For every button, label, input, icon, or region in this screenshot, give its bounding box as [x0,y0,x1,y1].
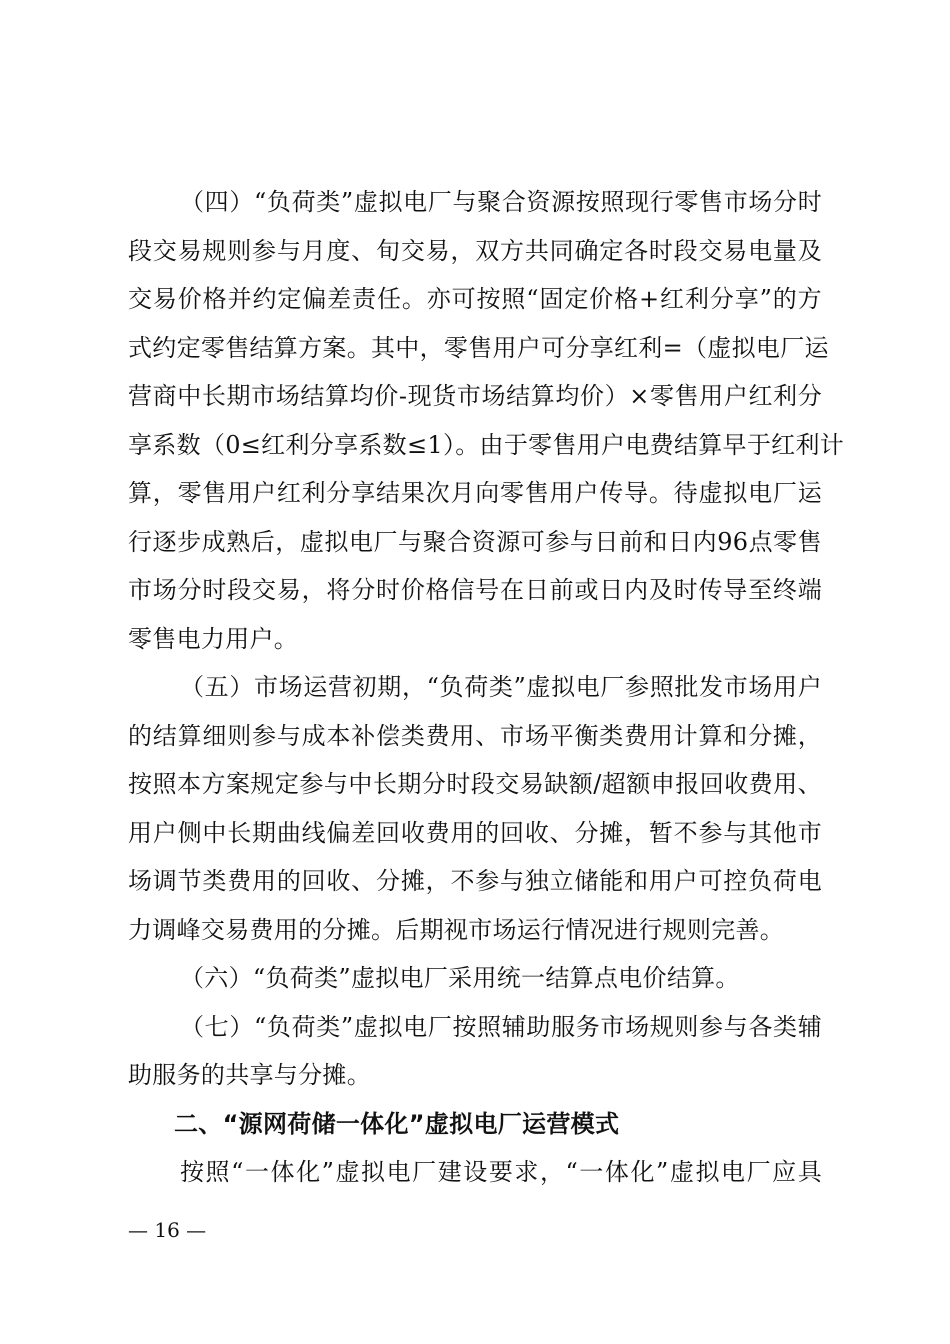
text-line: 式约定零售结算方案。其中，零售用户可分享红利=（虚拟电厂运 [128,333,829,362]
page-number: — 16 — [128,1218,207,1242]
text-line: 享系数（0≤红利分享系数≤1）。由于零售用户电费结算早于红利计 [128,430,845,459]
text-line: 场调节类费用的回收、分摊，不参与独立储能和用户可控负荷电 [128,867,822,895]
text-line: 按照“一体化”虚拟电厂建设要求，“一体化”虚拟电厂应具 [180,1158,822,1186]
text-line: （五）市场运营初期，“负荷类”虚拟电厂参照批发市场用户 [180,673,822,701]
text-line: 的结算细则参与成本补偿类费用、市场平衡类费用计算和分摊， [128,721,822,750]
text-line: 交易价格并约定偏差责任。亦可按照“固定价格+红利分享”的方 [128,285,822,313]
text-line: 用户侧中长期曲线偏差回收费用的回收、分摊，暂不参与其他市 [128,818,822,847]
text-line: 零售电力用户。 [128,624,299,653]
text-line: 算，零售用户红利分享结果次月向零售用户传导。待虚拟电厂运 [128,479,822,507]
text-line: （七）“负荷类”虚拟电厂按照辅助服务市场规则参与各类辅 [180,1012,822,1041]
text-line: 按照本方案规定参与中长期分时段交易缺额/超额申报回收费用、 [128,770,822,798]
text-line: 助服务的共享与分摊。 [128,1061,371,1089]
section-heading: 二、“源网荷储一体化”虚拟电厂运营模式 [174,1109,620,1138]
text-line: 营商中长期市场结算均价-现货市场结算均价）×零售用户红利分 [128,382,822,410]
text-line: 段交易规则参与月度、旬交易，双方共同确定各时段交易电量及 [128,236,822,265]
text-line: （四）“负荷类”虚拟电厂与聚合资源按照现行零售市场分时 [180,188,822,216]
text-line: 行逐步成熟后，虚拟电厂与聚合资源可参与日前和日内96点零售 [128,527,822,556]
text-line: 市场分时段交易，将分时价格信号在日前或日内及时传导至终端 [128,576,822,604]
text-line: （六）“负荷类”虚拟电厂采用统一结算点电价结算。 [180,964,740,992]
text-line: 力调峰交易费用的分摊。后期视市场运行情况进行规则完善。 [128,915,785,944]
document-body [128,178,845,1197]
